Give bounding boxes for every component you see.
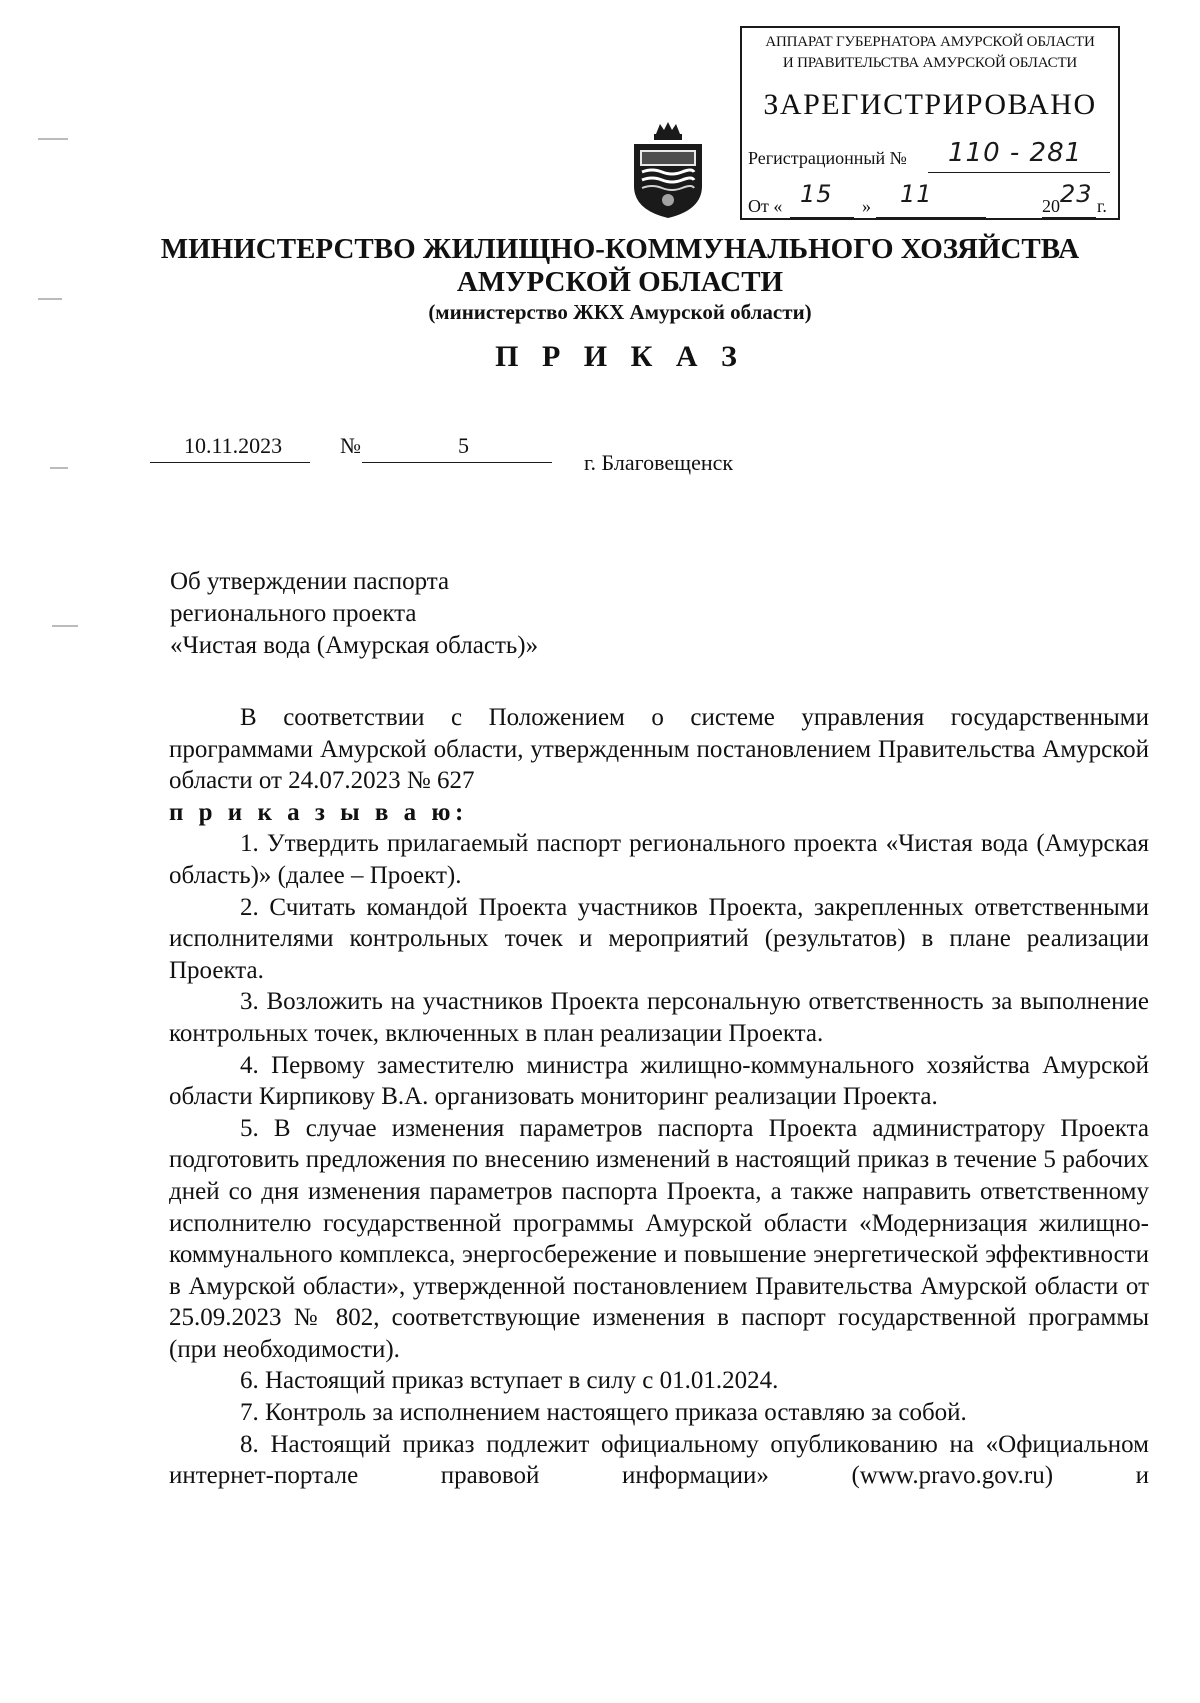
stamp-date-suffix: г.: [1097, 196, 1107, 216]
stamp-date-mid: »: [862, 196, 871, 216]
ministry-name-line1: МИНИСТЕРСТВО ЖИЛИЩНО-КОММУНАЛЬНОГО ХОЗЯЙСТВА: [160, 233, 1080, 265]
ministry-name-line2: АМУРСКОЙ ОБЛАСТИ: [456, 266, 784, 298]
order-body: [169, 702, 1149, 1492]
stamp-date-day: 15: [800, 180, 833, 208]
order-date-underline: [150, 462, 310, 463]
stamp-date-month: 11: [900, 180, 933, 208]
order-word: п р и к а з ы в а ю:: [169, 798, 468, 826]
order-item-1: 1. Утвердить прилагаемый паспорт регионального проекта «Чистая вода (Амурская область)» (далее – Проект).: [169, 830, 1149, 889]
document-type-title: П Р И К А З: [495, 340, 745, 373]
stamp-date-year-prefix: 20: [1042, 196, 1060, 216]
order-item-7: 7. Контроль за исполнением настоящего приказа оставляю за собой.: [240, 1399, 967, 1427]
stamp-number-label: Регистрационный №: [748, 148, 907, 168]
stamp-number-line: [928, 172, 1110, 173]
preamble-paragraph: В соответствии с Положением о системе управления государственными программами Амурской области, утвержденным постановлением Правительства Амурской области от 24.07.2023 № 627: [169, 704, 1149, 795]
registration-stamp: [740, 26, 1120, 220]
order-number: 5: [458, 433, 469, 458]
order-number-underline: [362, 462, 552, 463]
subject-line3: «Чистая вода (Амурская область)»: [170, 632, 539, 659]
stamp-date-prefix: От «: [748, 196, 783, 216]
order-item-5: 5. В случае изменения параметров паспорта Проекта администратору Проекта подготовить предложения по внесению изменений в настоящий приказ в течение 5 рабочих дней со дня изменения параметров паспорта Проекта, а также направить ответственному исполнителю государственной программы Амурской области «Модернизация жилищно-коммунального комплекса, энергосбережение и повышение энергетической эффективности в Амурской области», утвержденной постановлением Правительства Амурской области от 25.09.2023 № 802, соответствующие изменения в паспорт государственной программы (при необходимости).: [169, 1114, 1149, 1363]
scan-artifact: [52, 625, 78, 627]
stamp-org-line1: АППАРАТ ГУБЕРНАТОРА АМУРСКОЙ ОБЛАСТИ: [765, 34, 1095, 50]
subject-line1: Об утверждении паспорта: [170, 568, 450, 595]
stamp-date-year-suffix: 23: [1060, 180, 1093, 208]
order-subject: [170, 566, 538, 662]
stamp-day-line: [790, 217, 854, 218]
coat-of-arms-emblem: [630, 120, 706, 220]
order-item-6: 6. Настоящий приказ вступает в силу с 01.01.2024.: [240, 1367, 779, 1395]
order-item-3: 3. Возложить на участников Проекта персональную ответственность за выполнение контрольных точек, включенных в план реализации Проекта.: [169, 988, 1149, 1047]
stamp-year-line: [1042, 217, 1096, 218]
order-number-sign: №: [340, 433, 361, 458]
ministry-short-name: (министерство ЖКХ Амурской области): [428, 300, 812, 324]
order-city: г. Благовещенск: [584, 450, 734, 475]
stamp-number-value: 110 - 281: [948, 138, 1083, 168]
stamp-org-line2: И ПРАВИТЕЛЬСТВА АМУРСКОЙ ОБЛАСТИ: [782, 55, 1078, 71]
order-item-8: 8. Настоящий приказ подлежит официальному опубликованию на «Официальном интернет-портале правовой информации» (www.pravo.gov.ru) и: [169, 1430, 1149, 1490]
order-item-2: 2. Считать командой Проекта участников Проекта, закрепленных ответственными исполнителями контрольных точек и мероприятий (результатов) в плане реализации Проекта.: [169, 893, 1149, 984]
order-item-4: 4. Первому заместителю министра жилищно-коммунального хозяйства Амурской области Кирпикову В.А. организовать мониторинг реализации Проекта.: [169, 1051, 1149, 1111]
stamp-registered: ЗАРЕГИСТРИРОВАНО: [763, 88, 1097, 121]
subject-line2: регионального проекта: [170, 600, 417, 627]
scan-artifact: [50, 467, 68, 469]
stamp-month-line: [876, 217, 986, 218]
scan-artifact: [38, 138, 68, 140]
order-date: 10.11.2023: [184, 433, 283, 458]
